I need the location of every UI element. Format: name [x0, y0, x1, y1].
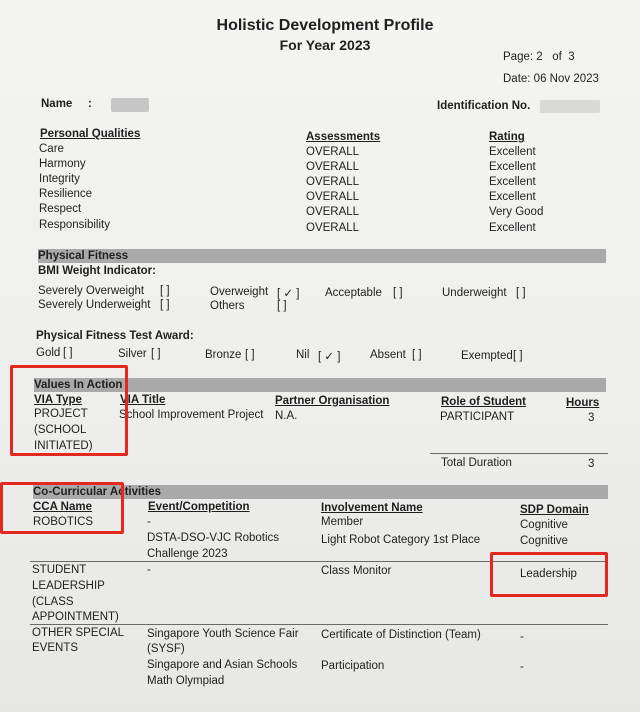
bmi-underweight: Underweight — [442, 287, 507, 299]
bmi-severely-underweight: Severely Underweight — [38, 299, 151, 311]
document-subtitle: For Year 2023 — [279, 37, 371, 53]
cca-name: APPOINTMENT) — [32, 611, 119, 623]
cca-name: EVENTS — [32, 642, 79, 654]
pq-rating-heading: Rating — [489, 131, 525, 143]
bmi-severely-overweight-checkbox: [ ] — [160, 285, 170, 297]
cca-col-sdp: SDP Domain — [520, 504, 589, 516]
cca-involvement: Member — [321, 516, 364, 528]
report-date: Date: 06 Nov 2023 — [503, 73, 599, 85]
redacted-name — [111, 98, 149, 112]
award-exempted: Exempted — [461, 350, 513, 362]
bmi-others: Others — [210, 300, 245, 312]
award-bronze-checkbox: [ ] — [245, 349, 255, 361]
cca-sdp: Leadership — [520, 568, 577, 580]
via-type-line: (SCHOOL — [34, 424, 87, 436]
award-silver: Silver — [118, 348, 147, 360]
pq-quality: Resilience — [39, 188, 93, 200]
cca-event: - — [147, 516, 151, 528]
cca-heading: Co-Curricular Activities — [33, 486, 162, 498]
cca-sdp: Cognitive — [520, 535, 568, 547]
annotation-box-via-type — [10, 365, 128, 456]
award-absent: Absent — [370, 349, 406, 361]
cca-col-involvement: Involvement Name — [321, 502, 423, 514]
cca-involvement: Light Robot Category 1st Place — [321, 534, 481, 546]
pq-assessment: OVERALL — [306, 146, 360, 158]
annotation-box-sdp-leadership — [490, 552, 608, 597]
page-number: Page: 2 of 3 — [503, 51, 575, 63]
cca-col-name: CCA Name — [33, 501, 93, 513]
cca-involvement: Certificate of Distinction (Team) — [321, 629, 481, 641]
cca-event: - — [147, 564, 151, 576]
pq-quality: Care — [39, 143, 64, 155]
cca-name: LEADERSHIP — [32, 580, 105, 592]
pq-quality: Responsibility — [39, 219, 110, 231]
pq-assessment: OVERALL — [306, 161, 360, 173]
award-gold: Gold — [36, 347, 61, 359]
cca-involvement: Class Monitor — [321, 565, 392, 577]
cca-event: Challenge 2023 — [147, 548, 228, 560]
cca-involvement: Participation — [321, 660, 385, 672]
via-col-type: VIA Type — [34, 394, 82, 406]
document-title: Holistic Development Profile — [216, 17, 434, 34]
cca-event: Singapore and Asian Schools — [147, 659, 298, 671]
pq-assessment: OVERALL — [306, 191, 360, 203]
cca-event: Math Olympiad — [147, 675, 225, 687]
annotation-box-cca-name — [0, 482, 124, 534]
award-exempted-checkbox: [ ] — [513, 350, 523, 362]
via-total-divider — [430, 453, 608, 454]
via-title-value: School Improvement Project — [119, 409, 264, 421]
pq-quality: Integrity — [39, 173, 80, 185]
pq-heading: Personal Qualities — [40, 128, 141, 140]
pq-assessments-heading: Assessments — [306, 131, 381, 143]
redacted-id — [540, 100, 600, 113]
cca-name: (CLASS — [32, 596, 74, 608]
via-hours-value: 3 — [588, 412, 595, 424]
via-heading: Values In Action — [34, 379, 123, 391]
via-col-partner: Partner Organisation — [275, 395, 390, 407]
pq-assessment: OVERALL — [306, 222, 360, 234]
pq-rating: Excellent — [489, 191, 536, 203]
name-colon: : — [88, 98, 92, 110]
pq-rating: Excellent — [489, 161, 536, 173]
name-label: Name — [41, 98, 73, 110]
award-absent-checkbox: [ ] — [412, 349, 422, 361]
via-total-value: 3 — [588, 458, 595, 470]
physical-fitness-band — [38, 249, 606, 263]
pq-rating: Excellent — [489, 176, 536, 188]
via-type-line: PROJECT — [34, 408, 88, 420]
pq-rating: Excellent — [489, 146, 536, 158]
award-label: Physical Fitness Test Award: — [36, 330, 194, 342]
award-nil: Nil — [296, 349, 310, 361]
pq-quality: Harmony — [39, 158, 86, 170]
pq-rating: Excellent — [489, 222, 536, 234]
cca-sdp: Cognitive — [520, 519, 568, 531]
cca-row-divider — [30, 624, 608, 625]
via-partner-value: N.A. — [275, 410, 298, 422]
cca-name: OTHER SPECIAL — [32, 627, 125, 639]
cca-name: ROBOTICS — [33, 516, 94, 528]
via-role-value: PARTICIPANT — [440, 411, 515, 423]
bmi-acceptable: Acceptable — [325, 287, 382, 299]
bmi-overweight: Overweight — [210, 286, 269, 298]
cca-name: STUDENT — [32, 564, 87, 576]
cca-col-event: Event/Competition — [148, 501, 250, 513]
via-type-line: INITIATED) — [34, 440, 93, 452]
via-col-hours: Hours — [566, 397, 600, 409]
cca-event: (SYSF) — [147, 643, 185, 655]
bmi-overweight-checkbox: [ ✓ ] — [277, 288, 300, 300]
cca-sdp: - — [520, 661, 524, 673]
pq-assessment: OVERALL — [306, 206, 360, 218]
award-silver-checkbox: [ ] — [151, 348, 161, 360]
id-label: Identification No. — [437, 100, 531, 112]
bmi-underweight-checkbox: [ ] — [516, 287, 526, 299]
bmi-acceptable-checkbox: [ ] — [393, 287, 403, 299]
bmi-label: BMI Weight Indicator: — [38, 265, 156, 277]
via-total-label: Total Duration — [441, 457, 512, 469]
bmi-severely-overweight: Severely Overweight — [38, 285, 145, 297]
pq-quality: Respect — [39, 203, 82, 215]
via-col-title: VIA Title — [120, 394, 166, 406]
bmi-others-checkbox: [ ] — [277, 300, 287, 312]
award-nil-checkbox: [ ✓ ] — [318, 351, 341, 363]
pq-rating: Very Good — [489, 206, 544, 218]
award-bronze: Bronze — [205, 349, 242, 361]
cca-event: DSTA-DSO-VJC Robotics — [147, 532, 280, 544]
physical-fitness-heading: Physical Fitness — [38, 250, 129, 262]
via-col-role: Role of Student — [441, 396, 526, 408]
award-gold-checkbox: [ ] — [63, 347, 73, 359]
bmi-severely-underweight-checkbox: [ ] — [160, 299, 170, 311]
cca-sdp: - — [520, 631, 524, 643]
cca-event: Singapore Youth Science Fair — [147, 628, 299, 640]
pq-assessment: OVERALL — [306, 176, 360, 188]
